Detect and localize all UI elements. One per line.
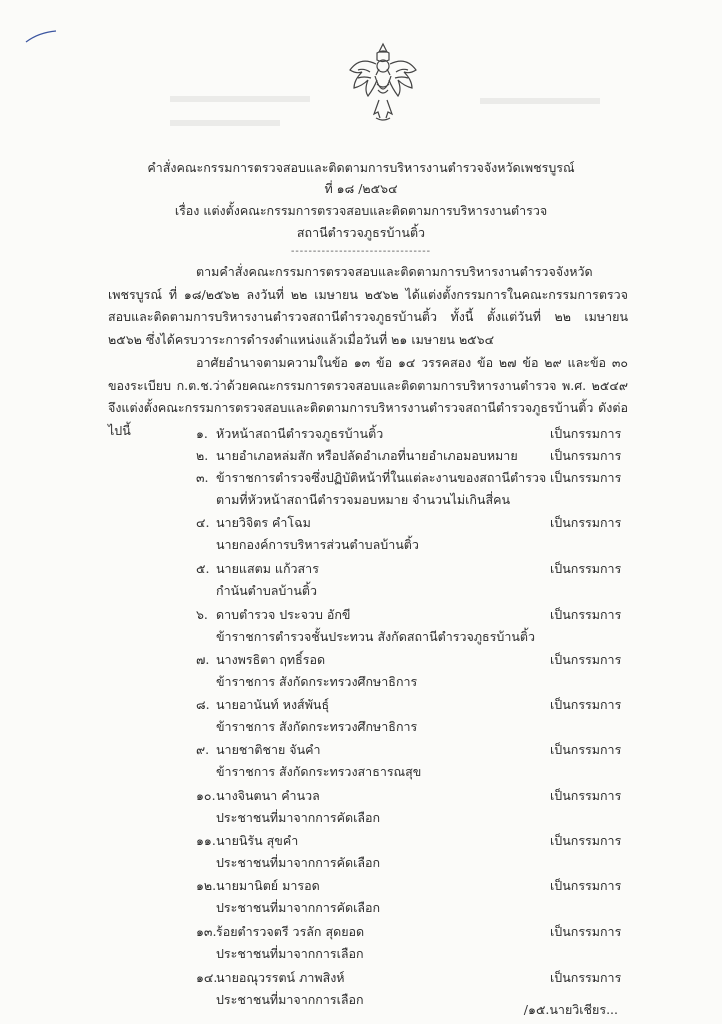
member-description: ข้าราชการตำรวจชั้นประทวน สังกัดสถานีตำรวจภูธรบ้านติ้ว	[216, 629, 536, 644]
member-description: ข้าราชการ สังกัดกระทรวงศึกษาธิการ	[216, 674, 418, 689]
body-paragraph-1: ตามคำสั่งคณะกรรมการตรวจสอบและติดตามการบริหารงานตำรวจจังหวัดเพชรบูรณ์ ที่ ๑๘/๒๕๖๒ ลงวันที่ ๒๒ เมษายน ๒๕๖๒ ได้แต่งตั้งกรรมการในคณะกรรมการตรวจสอบและติดตามการบริหารงานตำรวจสถานีตำรวจภูธรบ้านติ้ว ทั้งนี้ ตั้งแต่วันที่ ๒๒ เมษายน ๒๕๖๒ ซึ่งได้ครบวาระการดำรงตำแหน่งแล้วเมื่อวันที่ ๒๑ เมษายน ๒๕๖๔	[108, 264, 628, 347]
member-name: นายอำเภอหล่มสัก หรือปลัดอำเภอที่นายอำเภอมอบหมาย	[216, 448, 518, 463]
member-item	[0, 922, 722, 966]
continuation-note: /๑๕.นายวิเชียร...	[523, 1002, 618, 1017]
member-number: ๗.	[196, 652, 210, 667]
member-role: เป็นกรรมการ	[550, 970, 622, 985]
member-item	[0, 468, 722, 512]
member-name: นางจินตนา คำนวล	[216, 788, 320, 803]
member-role: เป็นกรรมการ	[550, 448, 622, 463]
member-number: ๑๐.	[196, 788, 216, 803]
member-name: นายแสตม แก้วสาร	[216, 561, 319, 576]
member-number: ๕.	[196, 561, 210, 576]
member-number: ๑๔.	[196, 970, 218, 985]
garuda-emblem-icon	[346, 40, 420, 124]
member-item	[0, 786, 722, 830]
member-item	[0, 740, 722, 784]
bleed-through-mark	[480, 98, 600, 104]
divider-line: --------------------------------	[290, 246, 432, 257]
pen-mark	[24, 30, 58, 44]
member-name: นายนิรัน สุขคำ	[216, 833, 299, 848]
member-item	[0, 876, 722, 920]
member-role: เป็นกรรมการ	[550, 652, 622, 667]
member-role: เป็นกรรมการ	[550, 742, 622, 757]
member-number: ๘.	[196, 697, 210, 712]
member-description: ประชาชนที่มาจากการคัดเลือก	[216, 855, 381, 870]
member-name: นายมานิตย์ มารอด	[216, 878, 320, 893]
member-item	[0, 650, 722, 694]
member-item	[0, 695, 722, 739]
member-name: หัวหน้าสถานีตำรวจภูธรบ้านติ้ว	[216, 426, 384, 441]
member-role: เป็นกรรมการ	[550, 470, 622, 485]
member-role: เป็นกรรมการ	[550, 878, 622, 893]
member-description: ประชาชนที่มาจากการคัดเลือก	[216, 900, 381, 915]
member-number: ๙.	[196, 742, 210, 757]
member-number: ๑๑.	[196, 833, 216, 848]
member-role: เป็นกรรมการ	[550, 515, 622, 530]
member-item	[0, 831, 722, 875]
member-number: ๓.	[196, 470, 209, 485]
member-role: เป็นกรรมการ	[550, 561, 622, 576]
member-description: ประชาชนที่มาจากการคัดเลือก	[216, 810, 381, 825]
member-name: นายอานันท์ หงส์พันธุ์	[216, 697, 330, 712]
member-number: ๑๓.	[196, 924, 217, 939]
member-description: ประชาชนที่มาจากการเลือก	[216, 946, 364, 961]
member-role: เป็นกรรมการ	[550, 924, 622, 939]
member-number: ๔.	[196, 515, 210, 530]
member-number: ๑.	[196, 426, 208, 441]
member-role: เป็นกรรมการ	[550, 833, 622, 848]
member-name: นายวิจิตร คำโฉม	[216, 515, 311, 530]
member-name: ดาบตำรวจ ประจวบ อักขี	[216, 607, 351, 622]
member-role: เป็นกรรมการ	[550, 607, 622, 622]
bleed-through-mark	[170, 120, 280, 126]
member-number: ๖.	[196, 607, 208, 622]
member-item	[0, 513, 722, 557]
member-description: ข้าราชการ สังกัดกระทรวงศึกษาธิการ	[216, 719, 418, 734]
member-number: ๒.	[196, 448, 209, 463]
member-role: เป็นกรรมการ	[550, 426, 622, 441]
member-name: นางพรธิตา ฤทธิ์รอด	[216, 652, 326, 667]
member-item	[0, 559, 722, 603]
member-description: ประชาชนที่มาจากการเลือก	[216, 992, 364, 1007]
body-paragraph-2: อาศัยอำนาจตามความในข้อ ๑๓ ข้อ ๑๔ วรรคสอง ข้อ ๒๗ ข้อ ๒๙ และข้อ ๓๐ ของระเบียบ ก.ต.ช.ว่าด้วยคณะกรรมการตรวจสอบและติดตามการบริหารงานตำรวจ พ.ศ. ๒๕๔๙ จึงแต่งตั้งคณะกรรมการตรวจสอบและติดตามการบริหารงานตำรวจสถานีตำรวจภูธรบ้านติ้ว ดังต่อไปนี้	[108, 355, 628, 438]
order-subject-line1: เรื่อง แต่งตั้งคณะกรรมการตรวจสอบและติดตามการบริหารงานตำรวจ	[174, 203, 548, 218]
member-role: เป็นกรรมการ	[550, 788, 622, 803]
member-description: ตามที่หัวหน้าสถานีตำรวจมอบหมาย จำนวนไม่เกินสี่คน	[216, 492, 511, 507]
member-name: ข้าราชการตำรวจซึ่งปฏิบัติหน้าที่ในแต่ละงานของสถานีตำรวจ	[216, 470, 547, 485]
bleed-through-mark	[170, 96, 310, 102]
member-number: ๑๒.	[196, 878, 217, 893]
member-description: นายกองค์การบริหารส่วนตำบลบ้านติ้ว	[216, 537, 419, 552]
member-description: กำนันตำบลบ้านติ้ว	[216, 583, 318, 598]
member-name: นายชาติชาย จันคำ	[216, 742, 321, 757]
member-name: นายอณุวรรตน์ ภาพสิงห์	[216, 970, 345, 985]
member-description: ข้าราชการ สังกัดกระทรวงสาธารณสุข	[216, 764, 422, 779]
order-subject-line2: สถานีตำรวจภูธรบ้านติ้ว	[296, 225, 426, 240]
member-name: ร้อยตำรวจตรี วรลัก สุดยอด	[216, 924, 365, 939]
member-role: เป็นกรรมการ	[550, 697, 622, 712]
order-title: คำสั่งคณะกรรมการตรวจสอบและติดตามการบริหารงานตำรวจจังหวัดเพชรบูรณ์	[147, 160, 575, 175]
order-number: ที่ ๑๘ /๒๕๖๔	[324, 181, 398, 196]
member-item	[0, 605, 722, 649]
